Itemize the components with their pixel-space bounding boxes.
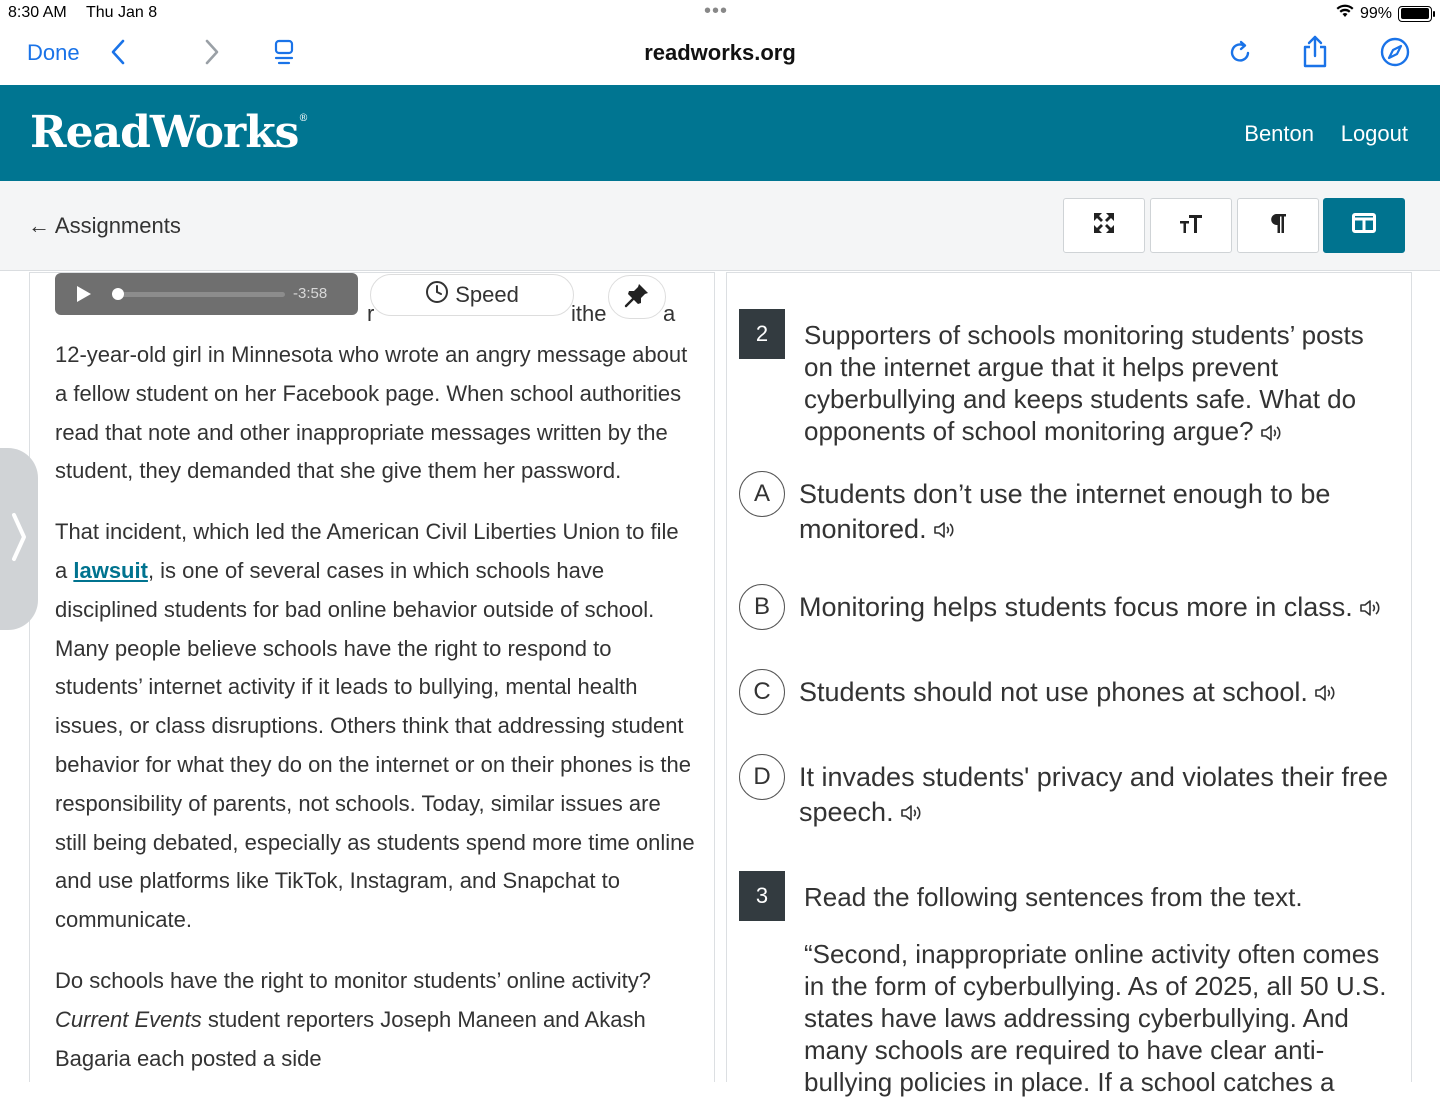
side-drawer-handle[interactable] <box>0 448 38 630</box>
text-size-icon <box>1179 212 1203 239</box>
choice-c-text[interactable]: Students should not use phones at school. <box>799 675 1409 711</box>
fullscreen-icon <box>1093 212 1115 239</box>
article-partial-line: r ithe a <box>367 301 676 326</box>
article-panel[interactable] <box>29 272 715 1082</box>
split-view-button[interactable] <box>1323 198 1405 253</box>
speaker-icon[interactable] <box>1359 591 1381 626</box>
paragraph-icon <box>1268 212 1288 239</box>
reader-icon[interactable] <box>268 36 300 68</box>
choice-c-button[interactable]: C <box>739 669 785 715</box>
audio-time-remaining: -3:58 <box>293 285 328 302</box>
back-icon[interactable] <box>102 36 134 68</box>
fullscreen-button[interactable] <box>1063 198 1145 253</box>
speed-button[interactable] <box>370 274 574 316</box>
clock-icon <box>425 280 449 310</box>
registered-mark: ® <box>298 113 308 124</box>
multitasking-dots[interactable]: ••• <box>704 0 729 22</box>
choice-b-text[interactable]: Monitoring helps students focus more in class. <box>799 590 1409 626</box>
play-icon[interactable] <box>77 286 91 302</box>
article-paragraph: Do schools have the right to monitor students’ online activity? Current Events student reporters Joseph Maneen and Akash Bagaria each posted a side <box>55 967 651 1071</box>
article-paragraph: 12-year-old girl in Minnesota who wrote an angry message about a fellow student on her Facebook page. When school authorities read that note and other inappropriate messages written by the student, they demanded that she give them her password. <box>55 342 688 484</box>
assignment-toolbar <box>0 181 1440 271</box>
paragraph-button[interactable] <box>1237 198 1319 253</box>
choice-a-button[interactable]: A <box>739 471 785 517</box>
audio-player <box>55 273 358 315</box>
speed-label: Speed <box>455 282 519 307</box>
battery-icon <box>1398 6 1432 22</box>
compass-icon[interactable] <box>1379 36 1411 68</box>
readworks-logo[interactable]: ReadWorks® <box>30 107 308 158</box>
question-number: 2 <box>739 309 785 359</box>
reload-icon[interactable] <box>1224 36 1256 68</box>
choice-d-text[interactable]: It invades students' privacy and violates their free speech. <box>799 760 1409 831</box>
pin-icon <box>624 282 650 313</box>
forward-icon[interactable] <box>196 36 228 68</box>
speaker-icon[interactable] <box>933 513 955 548</box>
status-time: 8:30 AM <box>8 4 67 21</box>
assignments-back-link[interactable]: ← Assignments <box>28 213 181 238</box>
site-header <box>0 85 1440 181</box>
done-button[interactable]: Done <box>27 40 80 65</box>
vocabulary-link-lawsuit[interactable]: lawsuit <box>73 557 148 583</box>
question-prompt: Read the following sentences from the text. <box>804 882 1303 912</box>
split-view-icon <box>1352 213 1376 238</box>
audio-progress-track[interactable] <box>115 292 285 297</box>
questions-panel[interactable] <box>726 272 1412 1097</box>
logout-link[interactable]: Logout <box>1340 121 1408 146</box>
wifi-icon <box>1336 4 1354 23</box>
status-date: Thu Jan 8 <box>86 4 158 21</box>
browser-toolbar <box>0 28 1440 85</box>
choice-b-button[interactable]: B <box>739 584 785 630</box>
status-right <box>1336 4 1432 23</box>
status-bar <box>0 0 1440 28</box>
choice-a-text[interactable]: Students don’t use the internet enough to be monitored. <box>799 477 1409 548</box>
battery-percent: 99% <box>1359 4 1392 22</box>
speaker-icon[interactable] <box>900 796 922 831</box>
article-paragraph: That incident, which led the American Civil Liberties Union to file a lawsuit, is one of several cases in which schools have disciplined students for bad online behavior outside of school. Many people believe schools have the right to respond to students’ internet activity if it leads to bullying, mental health issues, or class disruptions. Others think that addressing student behavior for what they do on the internet or on their phones is the responsibility of parents, not schools. Today, similar issues are still being debated, especially as students spend more time online and use platforms like TikTok, Instagram, and Snapchat to communicate. <box>55 519 695 933</box>
text-size-button[interactable] <box>1150 198 1232 253</box>
question-prompt: Supporters of schools monitoring students’ posts on the internet argue that it helps prevent cyberbullying and keeps students safe. What do opponents of school monitoring argue? <box>804 319 1394 449</box>
speaker-icon[interactable] <box>1260 417 1282 449</box>
url-text[interactable]: readworks.org <box>644 40 796 65</box>
question-quote: “Second, inappropriate online activity often comes in the form of cyberbullying. As of 2025, all 50 U.S. states have laws addressing cyberbullying. And many schools are required to have clear anti-bullying policies in place. If a school catches a <box>804 939 1387 1097</box>
choice-d-button[interactable]: D <box>739 754 785 800</box>
speaker-icon[interactable] <box>1314 676 1336 711</box>
question-number: 3 <box>739 871 785 921</box>
chevron-right-icon <box>10 511 28 568</box>
pin-player-button[interactable] <box>608 275 666 319</box>
article-text <box>55 297 695 1100</box>
audio-progress-knob[interactable] <box>112 288 124 300</box>
user-name-link[interactable]: Benton <box>1244 121 1314 146</box>
share-icon[interactable] <box>1299 36 1331 68</box>
